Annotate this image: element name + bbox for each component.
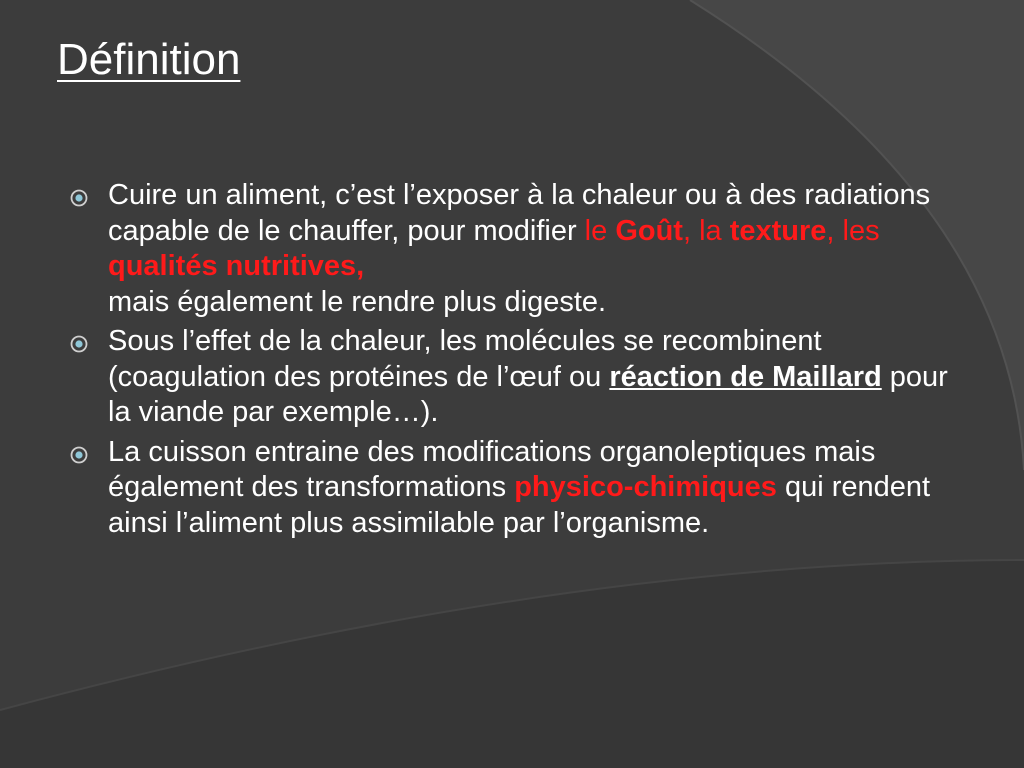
bullet-1-les: , les xyxy=(826,214,880,247)
bullet-1-la: , la xyxy=(682,214,730,247)
bullet-3-text: La cuisson entraine des modifications organoleptiques mais également des transformations xyxy=(108,435,876,503)
bullet-item xyxy=(70,178,970,320)
bullet-item xyxy=(70,435,970,542)
circled-dot-bullet-icon xyxy=(70,189,88,207)
bullet-item xyxy=(70,324,970,431)
circled-dot-bullet-icon xyxy=(70,446,88,464)
bullet-1-end: mais également le rendre plus digeste. xyxy=(108,285,607,318)
bullet-1-qualites: qualités nutritives, xyxy=(108,250,365,282)
circled-dot-bullet-icon xyxy=(70,335,88,353)
bullet-1-texture: texture xyxy=(729,214,827,247)
bullet-3-end: qui rendent ainsi l’aliment plus assimilable par l’organisme. xyxy=(108,471,931,539)
bullet-3-physico: physico-chimiques xyxy=(514,471,777,503)
slide-title: Définition xyxy=(57,35,241,84)
background-arc-bottom xyxy=(0,560,1024,768)
bullet-1-text: Cuire un aliment, c’est l’exposer à la chaleur ou à des radiations capable de le chauffer, pour modifier xyxy=(108,179,931,247)
bullet-2-maillard: réaction de Maillard xyxy=(609,360,882,393)
bullet-2-end: pour la viande par exemple…). xyxy=(108,360,948,428)
bullet-1-le: le xyxy=(584,214,616,247)
bullet-1-gout: Goût xyxy=(615,214,683,247)
bullet-list xyxy=(70,178,970,545)
bullet-2-text: Sous l’effet de la chaleur, les molécules se recombinent (coagulation des protéines de l’œuf ou xyxy=(108,325,822,393)
